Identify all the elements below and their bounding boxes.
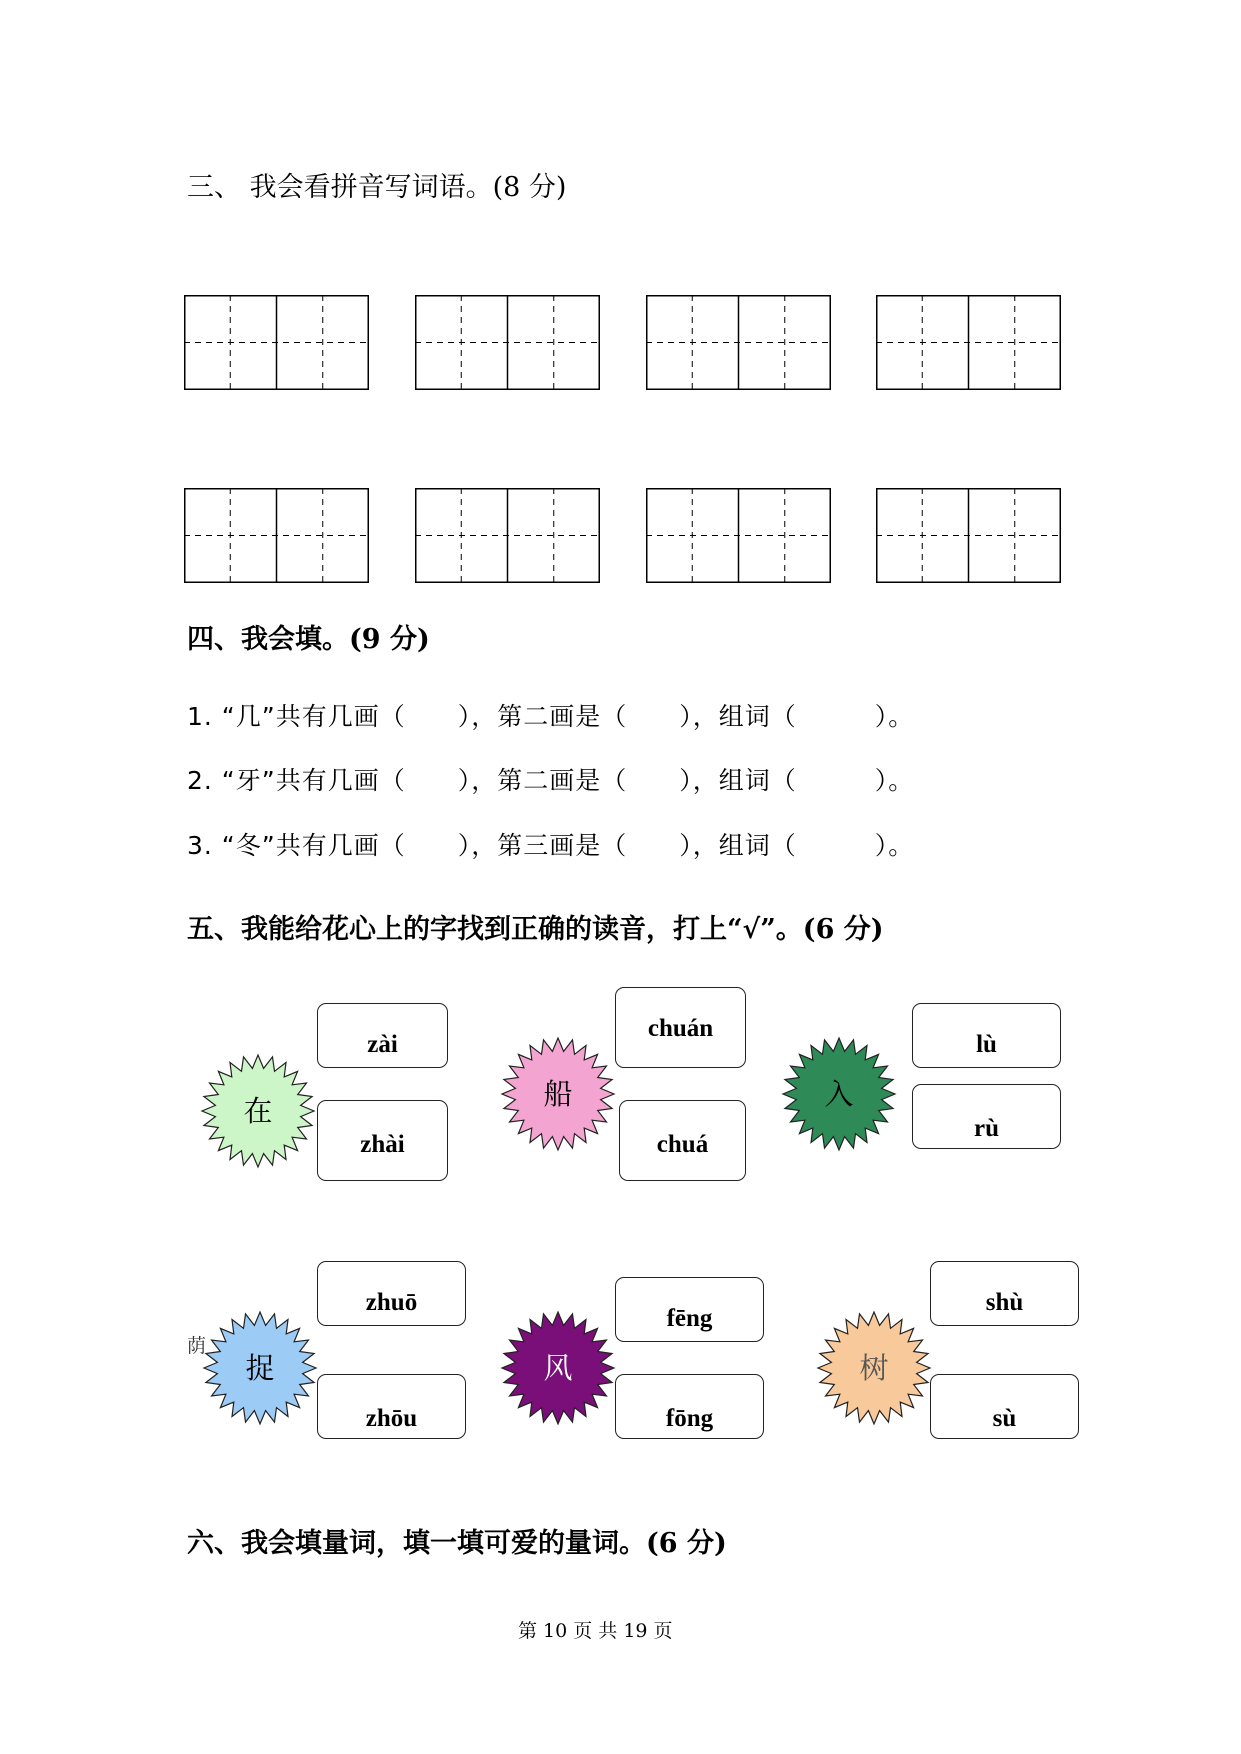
pinyin-option-box[interactable]: [912, 1084, 1061, 1149]
flower-feng: [500, 1310, 616, 1426]
pinyin-option: fēng: [666, 1305, 713, 1332]
flower-char: 入: [824, 1077, 854, 1111]
flower-zai: [200, 1053, 316, 1169]
flower-char: 在: [243, 1094, 273, 1128]
pinyin-option: chuá: [656, 1131, 709, 1158]
flower-char: 捉: [245, 1351, 275, 1385]
section5-heading: 五、我能给花心上的字找到正确的读音，打上“√”。(6 分): [187, 914, 884, 945]
pinyin-option: zhuō: [365, 1289, 418, 1316]
pinyin-option: sù: [992, 1405, 1017, 1432]
pinyin-option-box[interactable]: [615, 1277, 764, 1342]
pinyin-option-box[interactable]: [912, 1003, 1061, 1068]
fill-question-1: 1. “几”共有几画（ ），第二画是（ ），组词（ ）。: [187, 702, 915, 731]
section3-heading: 三、 我会看拼音写词语。(8 分): [187, 172, 567, 203]
flower-char: 树: [859, 1351, 889, 1385]
writing-grid[interactable]: [876, 295, 1061, 390]
pinyin-option-box[interactable]: [619, 1100, 746, 1181]
pinyin-option-box[interactable]: [317, 1100, 448, 1181]
pinyin-option: lù: [976, 1031, 997, 1058]
fill-question-2: 2. “牙”共有几画（ ），第二画是（ ），组词（ ）。: [187, 766, 915, 795]
pinyin-option-box[interactable]: [317, 1374, 466, 1439]
pinyin-option: zhài: [360, 1131, 405, 1158]
writing-grid[interactable]: [646, 295, 831, 390]
pinyin-option-box[interactable]: [930, 1261, 1079, 1326]
writing-grid[interactable]: [876, 488, 1061, 583]
flower-zhuo: [202, 1310, 318, 1426]
pinyin-option: shù: [985, 1289, 1024, 1316]
pinyin-option-box[interactable]: [930, 1374, 1079, 1439]
pinyin-option: fōng: [665, 1405, 714, 1432]
pinyin-option: chuán: [647, 1015, 714, 1042]
section6-heading: 六、我会填量词，填一填可爱的量词。(6 分): [187, 1528, 727, 1559]
stray-char: 荫: [187, 1335, 207, 1357]
pinyin-option-box[interactable]: [615, 987, 746, 1068]
flower-char: 风: [543, 1351, 573, 1385]
fill-question-3: 3. “冬”共有几画（ ），第三画是（ ），组词（ ）。: [187, 831, 915, 860]
pinyin-option-box[interactable]: [317, 1261, 466, 1326]
pinyin-option-box[interactable]: [615, 1374, 764, 1439]
writing-grid[interactable]: [184, 295, 369, 390]
pinyin-option: zhōu: [365, 1405, 418, 1432]
pinyin-option: rù: [974, 1115, 999, 1142]
writing-grid[interactable]: [415, 488, 600, 583]
pinyin-option: zài: [367, 1031, 398, 1058]
writing-grid[interactable]: [184, 488, 369, 583]
page-number: 第 10 页 共 19 页: [518, 1620, 673, 1642]
flower-shu: [816, 1310, 932, 1426]
section4-heading: 四、我会填。(9 分): [187, 624, 430, 655]
flower-ru: [781, 1036, 897, 1152]
pinyin-option-box[interactable]: [317, 1003, 448, 1068]
writing-grid[interactable]: [646, 488, 831, 583]
flower-char: 船: [543, 1077, 573, 1111]
flower-chuan: [500, 1036, 616, 1152]
writing-grid[interactable]: [415, 295, 600, 390]
